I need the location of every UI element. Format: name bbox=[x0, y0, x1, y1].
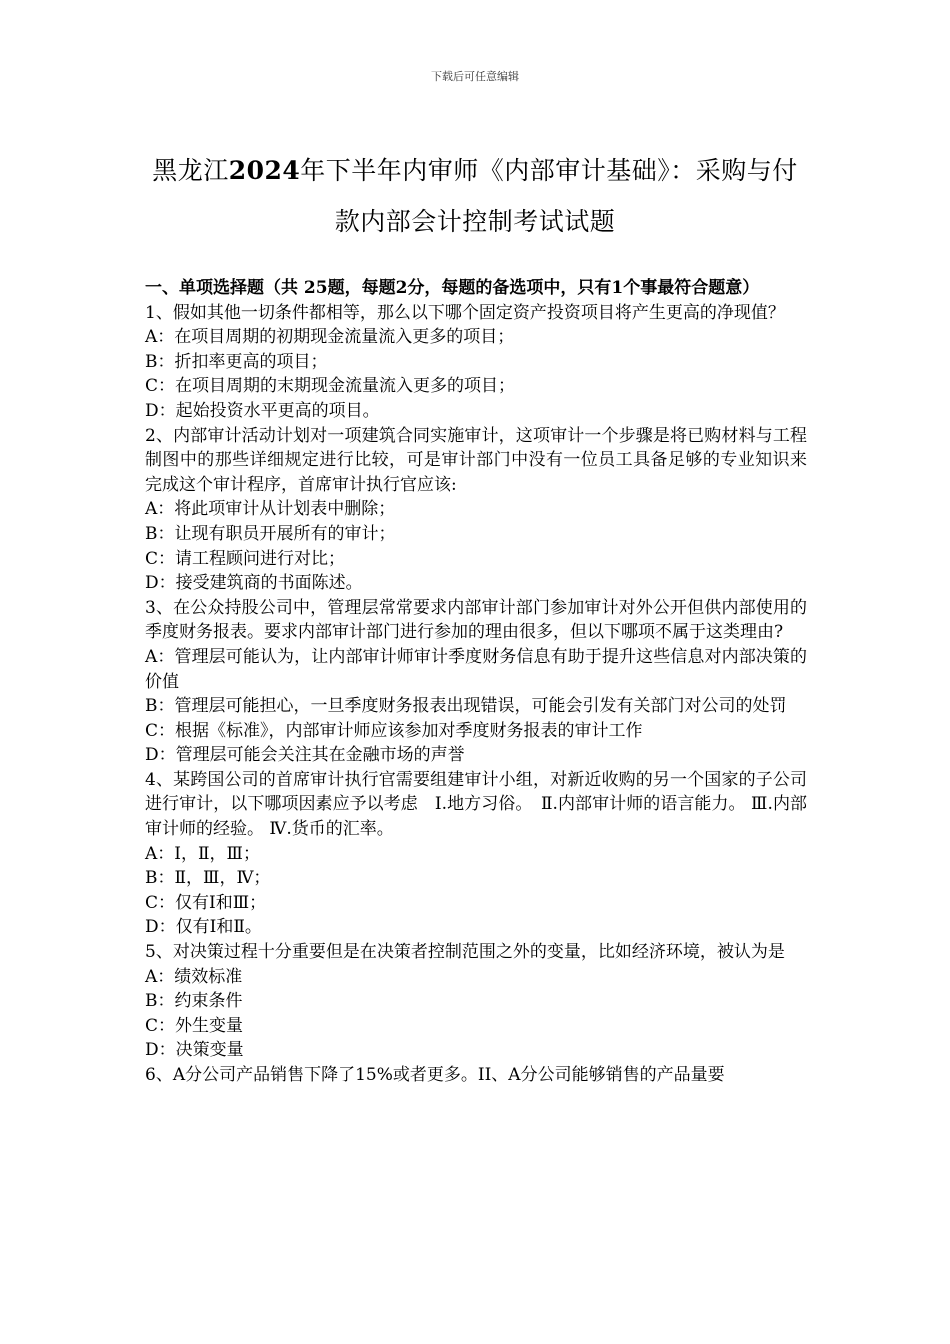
question-1-option-b: B：折扣率更高的项目； bbox=[145, 351, 328, 372]
question-3-option-d: D：管理层可能会关注其在金融市场的声誉 bbox=[145, 745, 465, 766]
section-heading: 一、单项选择题（共 25题，每题2分，每题的备选项中，只有1个事最符合题意） bbox=[145, 278, 760, 298]
question-2-text: 2、内部审计活动计划对一项建筑合同实施审计，这项审计一个步骤是将已购材料与工程制图中的那些详细规定进行比较，可是审计部门中没有一位员工具备足够的专业知识来完成这个审计程序，首席审计执行官应该: bbox=[145, 425, 807, 495]
question-3-option-b: B：管理层可能担心，一旦季度财务报表出现错误，可能会引发有关部门对公司的处罚 bbox=[145, 696, 787, 717]
question-3-option-a: A：管理层可能认为，让内部审计师审计季度财务信息有助于提升这些信息对内部决策的价值 bbox=[145, 646, 807, 692]
question-5-text: 5、对决策过程十分重要但是在决策者控制范围之外的变量，比如经济环境，被认为是 bbox=[145, 942, 785, 963]
question-6-text: 6、A分公司产品销售下降了15%或者更多。II、A分公司能够销售的产品量要 bbox=[145, 1065, 725, 1085]
question-5-option-d: D：决策变量 bbox=[145, 1040, 244, 1061]
document-body bbox=[145, 276, 807, 1088]
question-4-option-c: C：仅有Ⅰ和Ⅲ； bbox=[145, 892, 267, 913]
question-4-option-d: D：仅有Ⅰ和Ⅱ。 bbox=[145, 917, 262, 938]
question-5-option-a: A：绩效标准 bbox=[145, 966, 243, 987]
header-note: 下载后可任意编辑 bbox=[431, 70, 519, 83]
title-prefix: 黑龙江 bbox=[152, 156, 229, 185]
title-rest: 年下半年内审师《内部审计基础》：采购与付款内部会计控制考试试题 bbox=[300, 156, 798, 236]
question-5-option-b: B：约束条件 bbox=[145, 991, 243, 1012]
question-4-option-a: A：Ⅰ，Ⅱ，Ⅲ； bbox=[145, 843, 260, 864]
question-1-option-c: C：在项目周期的末期现金流量流入更多的项目； bbox=[145, 376, 516, 397]
document-title bbox=[145, 145, 805, 247]
title-year: 2024 bbox=[228, 156, 301, 185]
question-4-text: 4、某跨国公司的首席审计执行官需要组建审计小组，对新近收购的另一个国家的子公司进行审计，以下哪项因素应予以考虑 Ⅰ.地方习俗。 Ⅱ.内部审计师的语言能力。 Ⅲ.内部审计师的经验。 Ⅳ.货币的汇率。 bbox=[145, 769, 807, 840]
question-2-option-a: A：将此项审计从计划表中删除； bbox=[145, 499, 396, 520]
question-2-option-b: B：让现有职员开展所有的审计； bbox=[145, 523, 396, 544]
question-1-option-d: D：起始投资水平更高的项目。 bbox=[145, 400, 380, 421]
question-4-option-b: B：Ⅱ，Ⅲ，Ⅳ； bbox=[145, 868, 271, 889]
question-3-option-c: C：根据《标准》，内部审计师应该参加对季度财务报表的审计工作 bbox=[145, 720, 643, 741]
question-1-text: 1、假如其他一切条件都相等，那么以下哪个固定资产投资项目将产生更高的净现值？ bbox=[145, 302, 785, 323]
question-2-option-d: D：接受建筑商的书面陈述。 bbox=[145, 573, 363, 594]
question-1-option-a: A：在项目周期的初期现金流量流入更多的项目； bbox=[145, 327, 515, 348]
question-2-option-c: C：请工程顾问进行对比； bbox=[145, 548, 346, 569]
question-3-text: 3、在公众持股公司中，管理层常常要求内部审计部门参加审计对外公开但供内部使用的季度财务报表。要求内部审计部门进行参加的理由很多，但以下哪项不属于这类理由? bbox=[145, 597, 807, 643]
question-5-option-c: C：外生变量 bbox=[145, 1015, 244, 1036]
